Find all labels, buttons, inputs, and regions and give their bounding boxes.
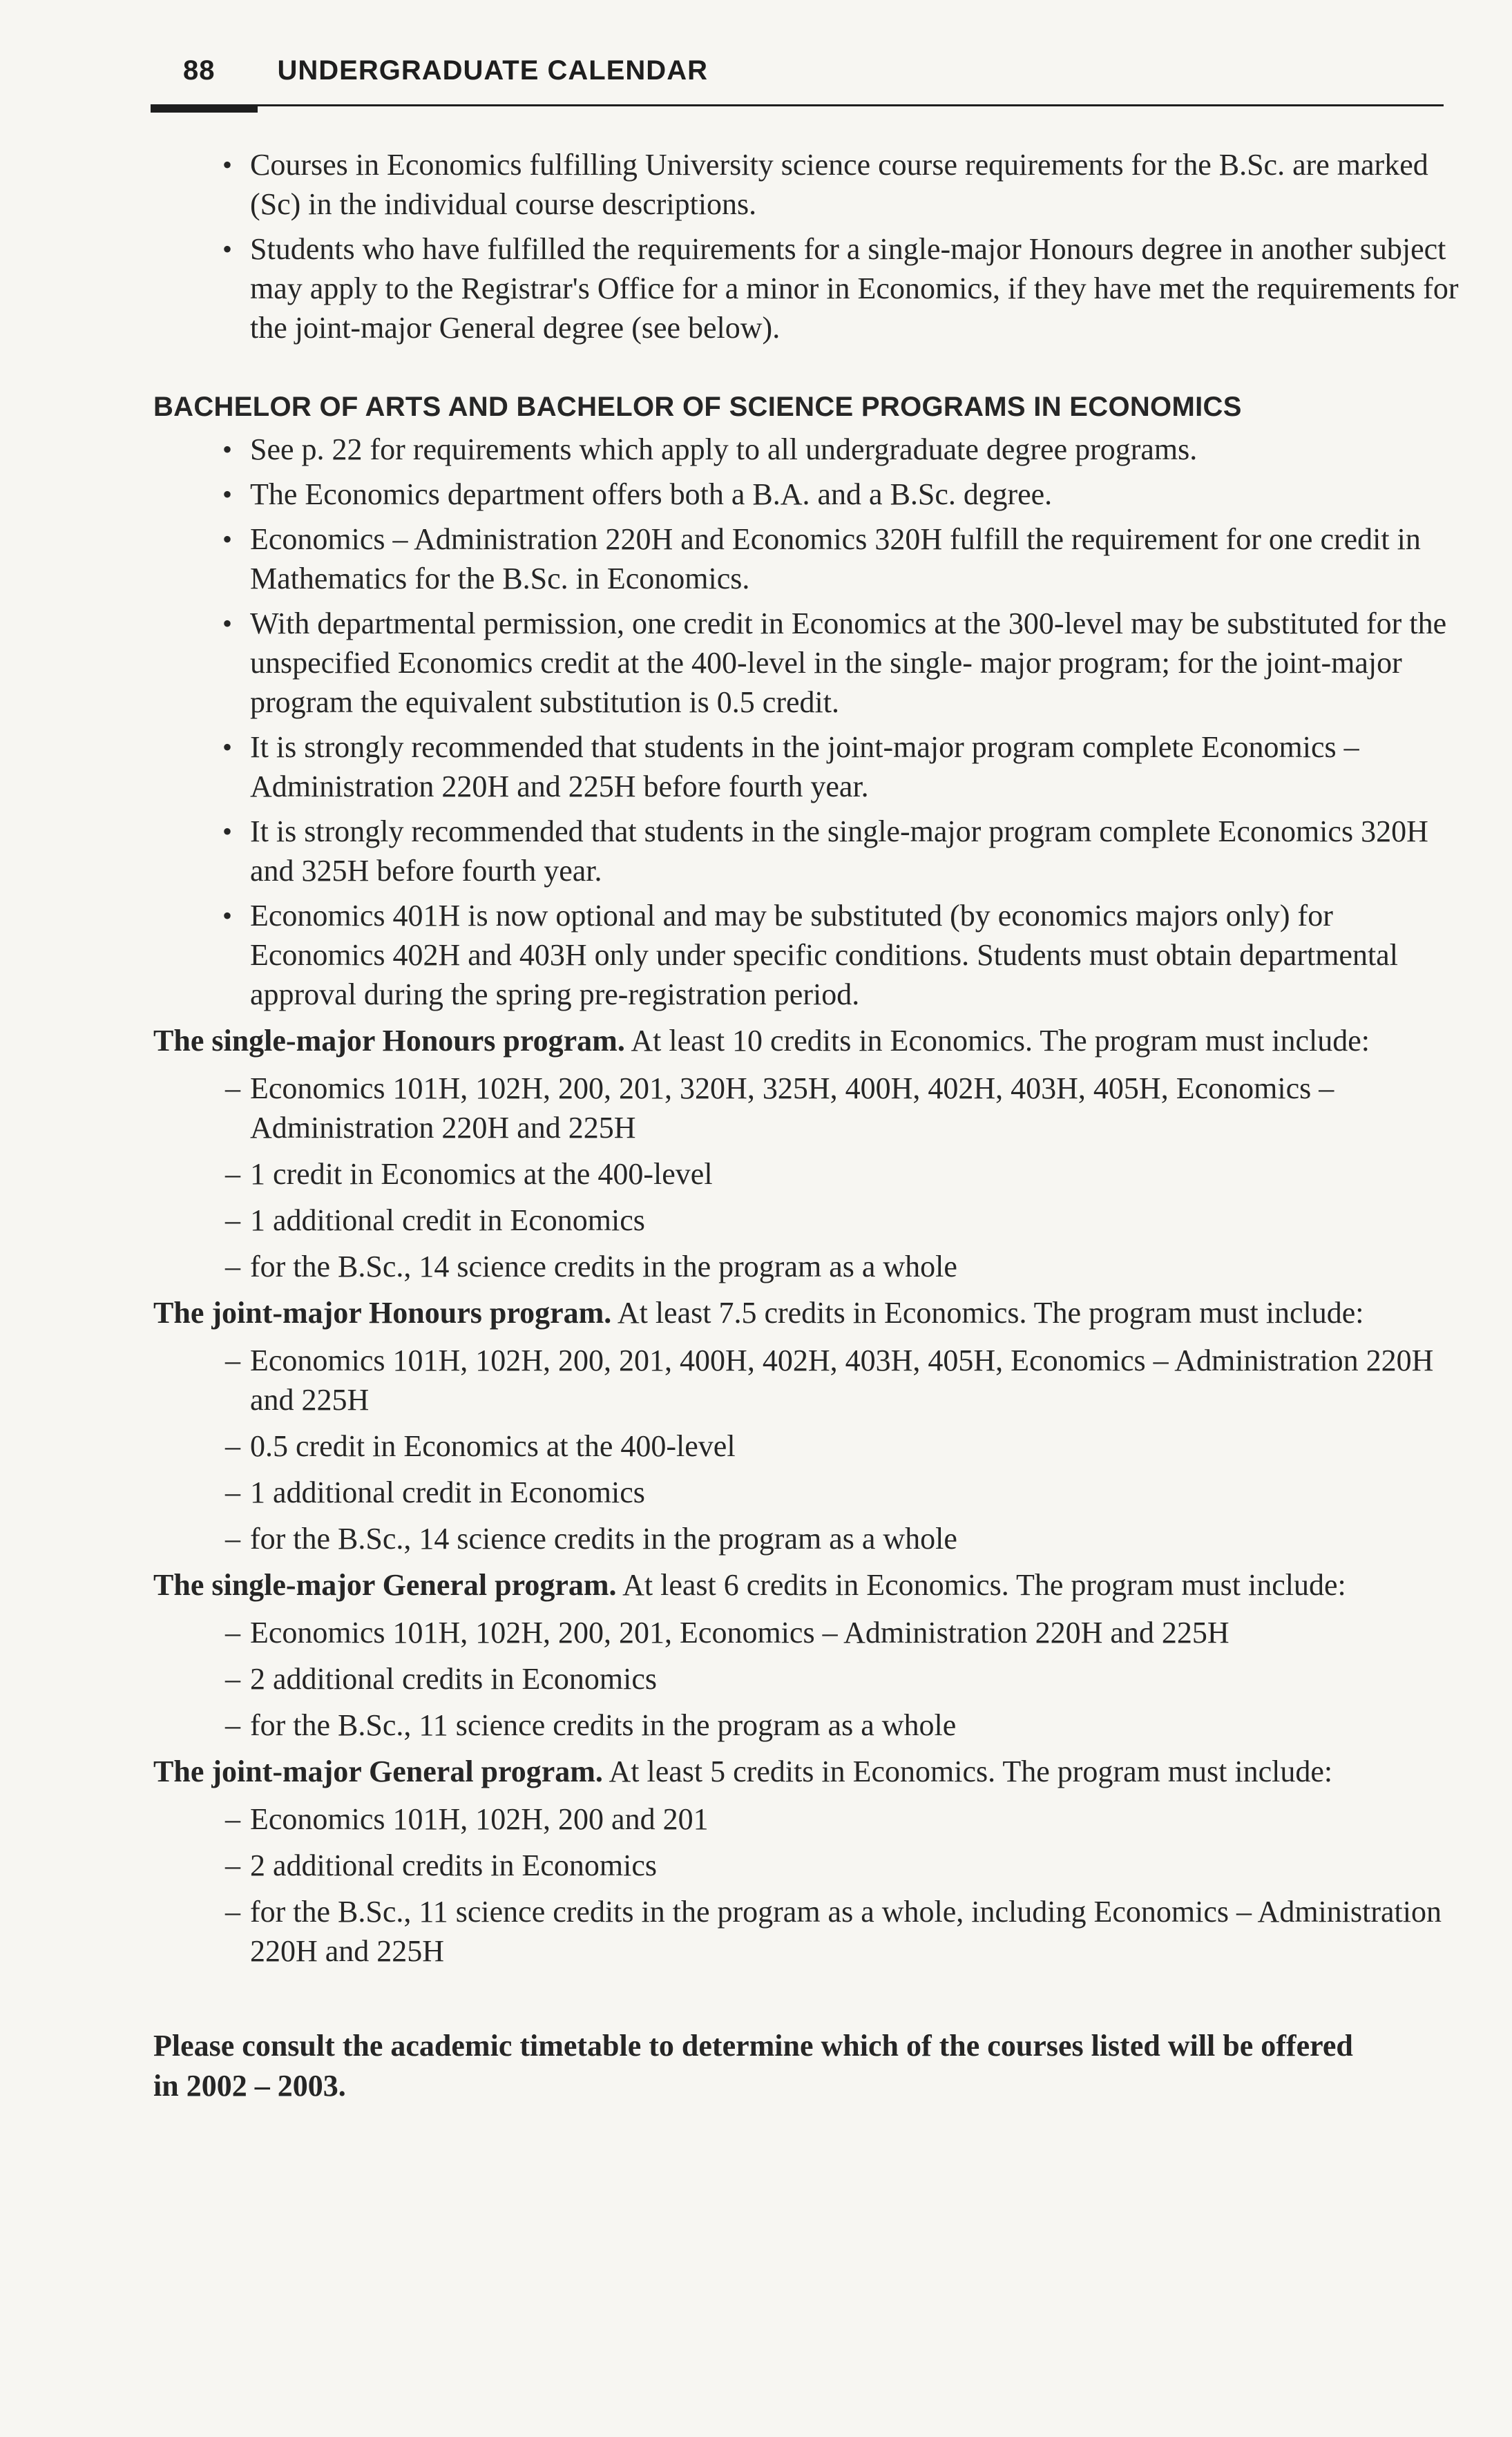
list-item: • Courses in Economics fulfilling University science course requirements for the B.Sc. are marked (Sc) in the individual course descriptions.: [153, 145, 1466, 224]
list-item: • It is strongly recommended that students in the joint-major program complete Economics – Administration 220H and 225H before fourth year.: [153, 727, 1466, 806]
list-item: – for the B.Sc., 14 science credits in the program as a whole: [153, 1247, 1466, 1286]
program-title: The single-major General program.: [153, 1568, 617, 1602]
program-intro: At least 5 credits in Economics. The program must include:: [609, 1755, 1333, 1788]
list-item: – 1 additional credit in Economics: [153, 1201, 1466, 1240]
section-heading: BACHELOR OF ARTS AND BACHELOR OF SCIENCE PROGRAMS IN ECONOMICS: [153, 392, 1242, 422]
list-item: – Economics 101H, 102H, 200, 201, 400H, 402H, 403H, 405H, Economics – Administration 220H and 225H: [153, 1341, 1466, 1420]
program-intro: At least 6 credits in Economics. The program must include:: [622, 1568, 1346, 1602]
list-item: – 1 additional credit in Economics: [153, 1473, 1466, 1512]
list-item: – Economics 101H, 102H, 200, 201, Economics – Administration 220H and 225H: [153, 1613, 1466, 1652]
program-joint-major-honours: [153, 1293, 1466, 1558]
program-single-major-honours: [153, 1021, 1466, 1286]
requirement-list: [153, 1069, 1466, 1286]
list-item: • The Economics department offers both a B.A. and a B.Sc. degree.: [153, 475, 1466, 514]
intro-bullet-list: [153, 145, 1466, 347]
requirement-list: [153, 1799, 1466, 1971]
list-item: • It is strongly recommended that students in the single-major program complete Economics 320H and 325H before fourth year.: [153, 812, 1466, 890]
list-item: • See p. 22 for requirements which apply to all undergraduate degree programs.: [153, 430, 1466, 469]
header-rule: [151, 104, 1444, 106]
page-header: [183, 55, 708, 86]
requirement-list: [153, 1613, 1466, 1745]
list-item: • Economics 401H is now optional and may be substituted (by economics majors only) for Economics 402H and 403H only under specific conditions. Students must obtain departmental approval during the spring pre-registration period.: [153, 896, 1466, 1014]
header-rule-accent: [151, 105, 258, 113]
program-joint-major-general: [153, 1752, 1466, 1971]
list-item: – for the B.Sc., 14 science credits in the program as a whole: [153, 1519, 1466, 1558]
program-single-major-general: [153, 1565, 1466, 1745]
timetable-notice: Please consult the academic timetable to determine which of the courses listed will be offered in 2002 – 2003.: [153, 2029, 1353, 2103]
program-title: The single-major Honours program.: [153, 1024, 625, 1058]
program-title: The joint-major General program.: [153, 1755, 603, 1788]
list-item: • Students who have fulfilled the requirements for a single-major Honours degree in another subject may apply to the Registrar's Office for a minor in Economics, if they have met the requirements for the joint-major General degree (see below).: [153, 229, 1466, 347]
list-item: – for the B.Sc., 11 science credits in the program as a whole: [153, 1705, 1466, 1745]
list-item: – 1 credit in Economics at the 400-level: [153, 1154, 1466, 1194]
program-title: The joint-major Honours program.: [153, 1296, 612, 1330]
list-item: – 0.5 credit in Economics at the 400-level: [153, 1426, 1466, 1466]
requirement-list: [153, 1341, 1466, 1558]
list-item: – Economics 101H, 102H, 200 and 201: [153, 1799, 1466, 1839]
section-bullet-list: [153, 430, 1466, 1014]
list-item: • Economics – Administration 220H and Economics 320H fulfill the requirement for one credit in Mathematics for the B.Sc. in Economics.: [153, 519, 1466, 598]
page-number: 88: [183, 55, 216, 86]
list-item: – 2 additional credits in Economics: [153, 1659, 1466, 1699]
list-item: – 2 additional credits in Economics: [153, 1846, 1466, 1885]
running-title: UNDERGRADUATE CALENDAR: [277, 55, 708, 86]
list-item: – for the B.Sc., 11 science credits in the program as a whole, including Economics – Administration 220H and 225H: [153, 1892, 1466, 1971]
page-body: [153, 145, 1466, 2106]
list-item: – Economics 101H, 102H, 200, 201, 320H, 325H, 400H, 402H, 403H, 405H, Economics – Administration 220H and 225H: [153, 1069, 1466, 1147]
list-item: • With departmental permission, one credit in Economics at the 300-level may be substituted for the unspecified Economics credit at the 400-level in the single- major program; for the joint-major program the equivalent substitution is 0.5 credit.: [153, 604, 1466, 722]
program-intro: At least 10 credits in Economics. The program must include:: [631, 1024, 1370, 1058]
program-intro: At least 7.5 credits in Economics. The program must include:: [617, 1296, 1364, 1330]
